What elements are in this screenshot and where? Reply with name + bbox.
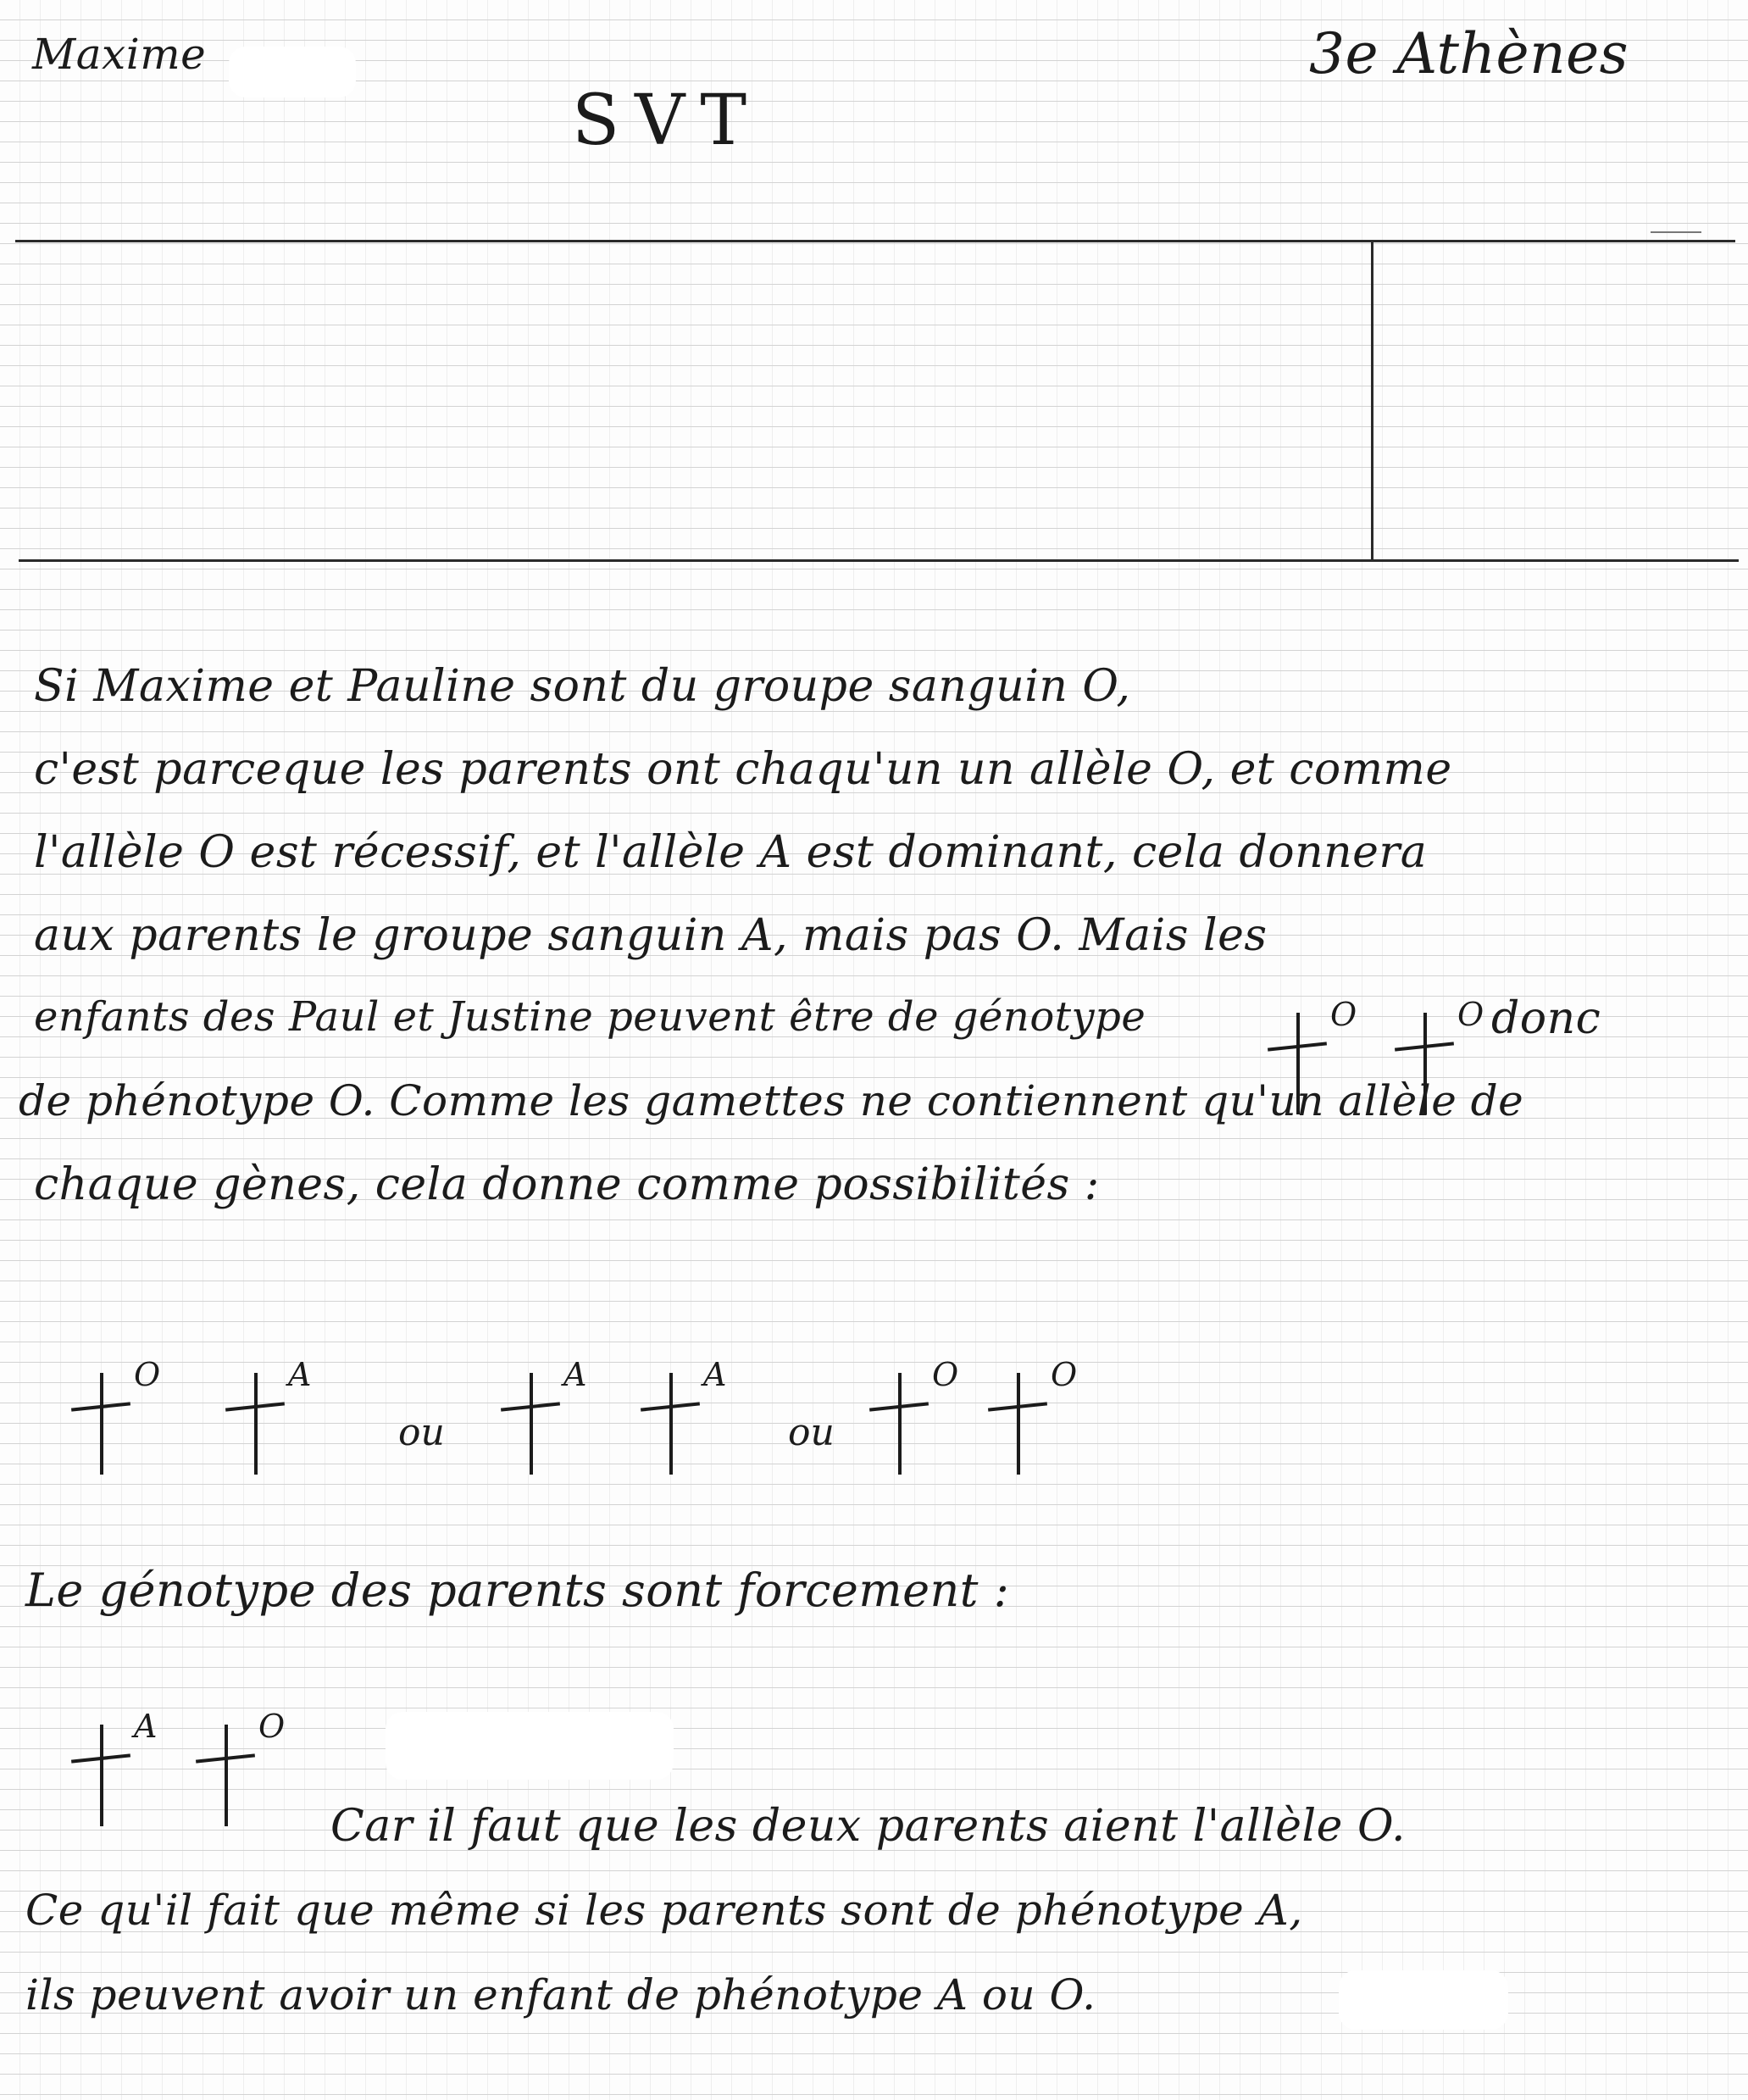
body-line-5: enfants des Paul et Justine peuvent être de génotype — [34, 993, 1146, 1041]
conclusion-line-1: Car il faut que les deux parents aient l'allèle O. — [330, 1801, 1407, 1852]
gene-stroke — [100, 1373, 103, 1475]
student-name: Maxime — [32, 30, 207, 79]
conclusion-line-2: Ce qu'il fait que même si les parents sont de phénotype A, — [25, 1886, 1303, 1935]
allele-label: O — [134, 1356, 161, 1393]
body-line-1: Si Maxime et Pauline sont du groupe sanguin O, — [34, 661, 1131, 712]
gene-stroke — [669, 1373, 673, 1475]
allele-label: O — [1051, 1356, 1078, 1393]
connector-ou-2: ou — [788, 1411, 835, 1454]
gene-stroke — [254, 1373, 258, 1475]
body-line-6: de phénotype O. Comme les gamettes ne contiennent qu'un allèle de — [19, 1076, 1524, 1125]
inline-after-text: donc — [1491, 993, 1601, 1044]
redaction-patch — [229, 47, 356, 97]
redaction-patch — [386, 1712, 674, 1780]
grade-box-divider — [1371, 242, 1373, 561]
allele-label: A — [563, 1356, 587, 1393]
gene-stroke — [898, 1373, 902, 1475]
body-line-4: aux parents le groupe sanguin A, mais pas O. Mais les — [34, 910, 1268, 961]
redaction-patch — [1339, 1970, 1508, 2030]
allele-label: O — [1457, 996, 1484, 1033]
class-label: 3e Athènes — [1309, 21, 1629, 86]
connector-ou-1: ou — [398, 1411, 445, 1454]
allele-label: O — [932, 1356, 959, 1393]
gene-stroke — [1017, 1373, 1020, 1475]
allele-label: A — [703, 1356, 727, 1393]
gene-stroke — [530, 1373, 533, 1475]
gene-stroke — [225, 1725, 228, 1826]
allele-label: A — [134, 1708, 158, 1745]
header-bottom-rule — [19, 559, 1739, 562]
body-line-2: c'est parceque les parents ont chaqu'un un allèle O, et comme — [34, 744, 1452, 795]
gene-stroke — [100, 1725, 103, 1826]
body-line-7: chaque gènes, cela donne comme possibilités : — [34, 1159, 1100, 1210]
conclusion-line-3: ils peuvent avoir un enfant de phénotype A ou O. — [25, 1970, 1096, 2019]
allele-label: A — [288, 1356, 312, 1393]
margin-tick — [1651, 231, 1701, 233]
allele-label: O — [258, 1708, 286, 1745]
body-line-3: l'allèle O est récessif, et l'allèle A est dominant, cela donnera — [34, 827, 1428, 878]
parents-line: Le génotype des parents sont forcement : — [25, 1564, 1010, 1617]
header-top-rule — [15, 240, 1735, 242]
allele-label: O — [1330, 996, 1357, 1033]
subject-title: SVT — [572, 81, 763, 161]
